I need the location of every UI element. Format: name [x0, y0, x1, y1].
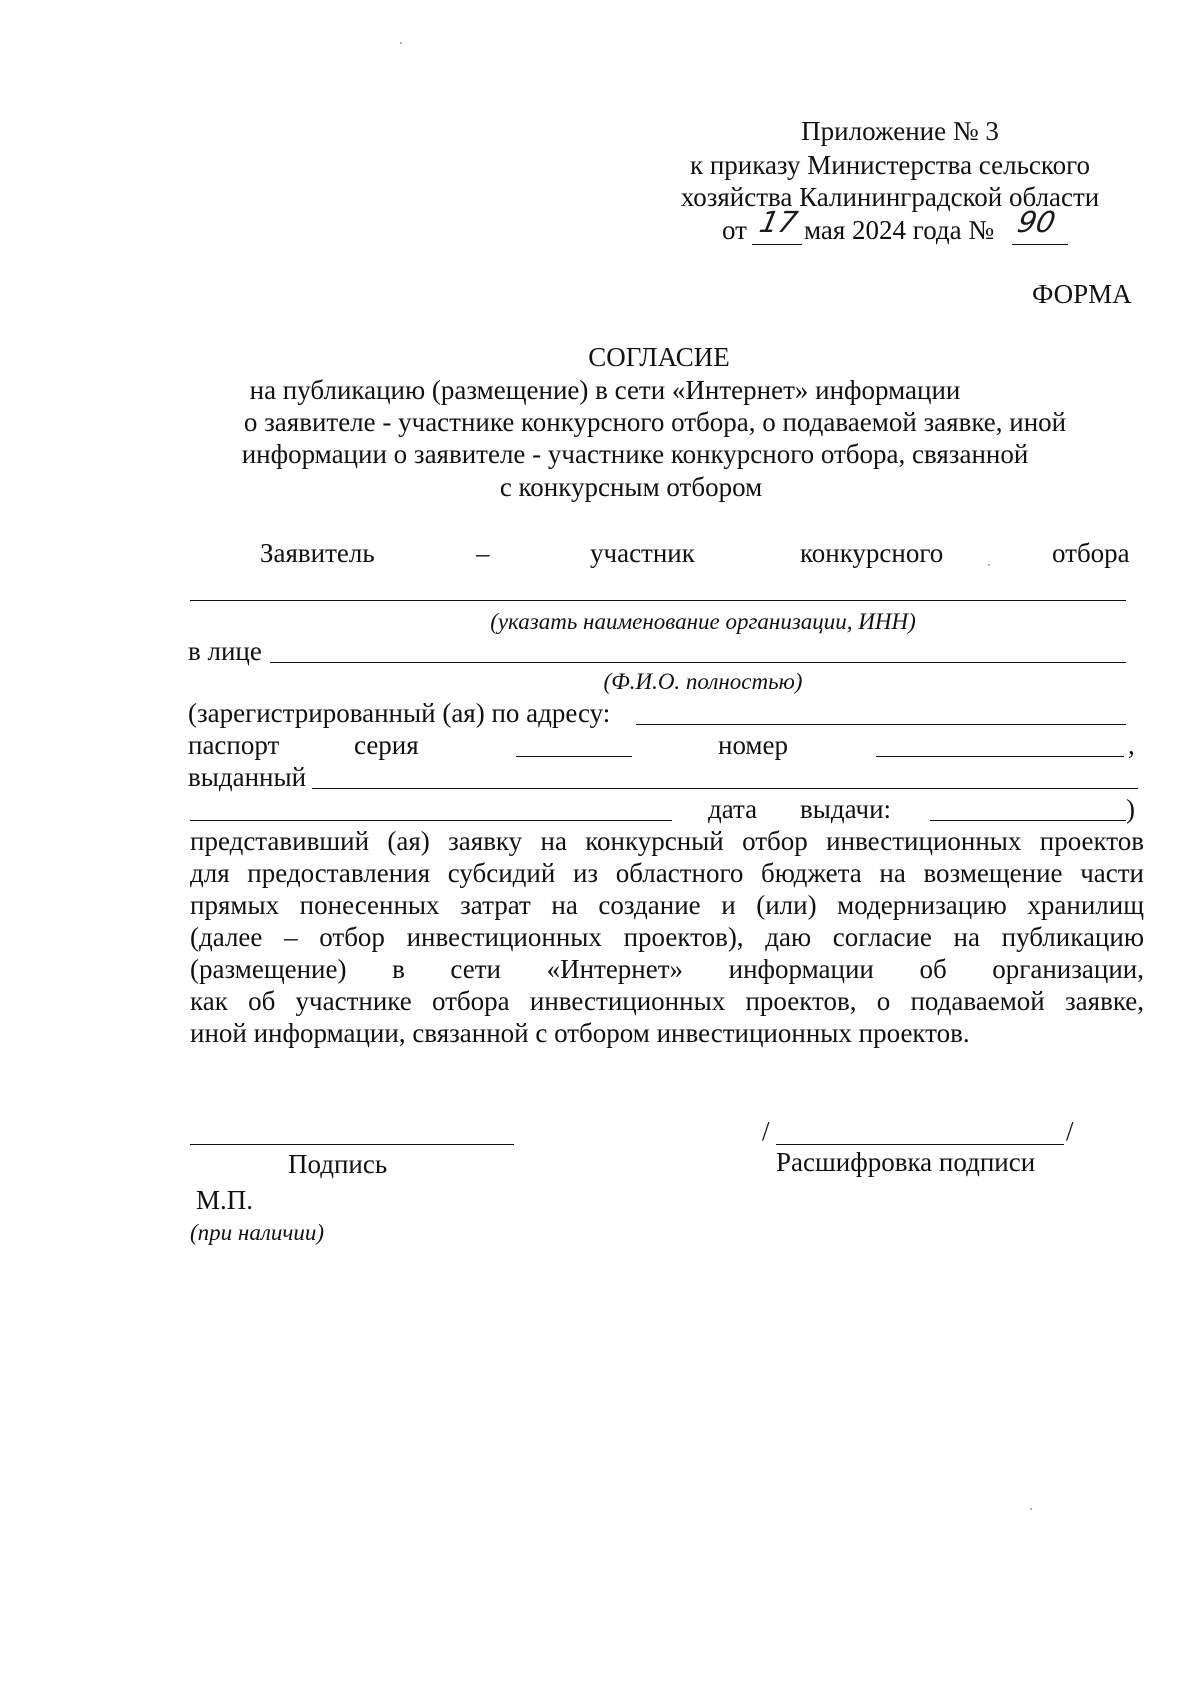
- date-day-handwritten: 17: [756, 205, 801, 239]
- body-line-3: прямых понесенных затрат на создание и (или) модернизацию хранилищ: [190, 890, 1144, 920]
- decoding-label: Расшифровка подписи: [776, 1147, 1036, 1177]
- signature-decoding-field-line[interactable]: [776, 1144, 1064, 1145]
- stamp-note: (при наличии): [190, 1220, 324, 1245]
- applicant-word-1: Заявитель: [260, 538, 375, 568]
- person-label: в лице: [188, 636, 262, 666]
- org-name-hint: (указать наименование организации, ИНН): [490, 609, 916, 634]
- date-day-underline: [752, 244, 802, 245]
- body-line-1: представивший (ая) заявку на конкурсный отбор инвестиционных проектов: [190, 826, 1144, 856]
- issued-by-field-line-2[interactable]: [190, 820, 672, 821]
- applicant-word-3: конкурсного: [800, 538, 944, 568]
- title-line-3: информации о заявителе - участнике конкурсного отбора, связанной: [241, 439, 1029, 469]
- org-name-field-line[interactable]: [190, 600, 1126, 601]
- body-line-6: как об участнике отбора инвестиционных проектов, о подаваемой заявке,: [190, 986, 1144, 1016]
- passport-series-field-line[interactable]: [516, 756, 632, 757]
- document-title: СОГЛАСИЕ: [588, 342, 730, 372]
- signature-label: Подпись: [288, 1149, 388, 1179]
- title-line-2: о заявителе - участнике конкурсного отбора, о подаваемой заявке, иной: [243, 407, 1067, 437]
- decoding-slash-left: /: [762, 1116, 770, 1146]
- scan-speck: [400, 42, 402, 44]
- series-label: серия: [354, 730, 419, 760]
- decoding-slash-right: /: [1066, 1116, 1074, 1146]
- applicant-dash: –: [476, 538, 490, 568]
- body-line-4: (далее – отбор инвестиционных проектов), даю согласие на публикацию: [190, 922, 1144, 952]
- applicant-word-2: участник: [590, 538, 695, 568]
- scan-speck: [1030, 1508, 1032, 1510]
- date-prefix: от: [722, 215, 747, 245]
- issue-date-field-line[interactable]: [930, 820, 1126, 821]
- scan-speck: [988, 564, 990, 566]
- issued-by-field-line[interactable]: [312, 788, 1138, 789]
- passport-label: паспорт: [188, 730, 280, 760]
- stamp-label: М.П.: [196, 1185, 254, 1215]
- fio-field-line[interactable]: [270, 662, 1126, 663]
- issued-label: выданный: [188, 762, 307, 792]
- address-field-line[interactable]: [636, 724, 1126, 725]
- title-line-4: с конкурсным отбором: [499, 472, 763, 502]
- issue-date-close-paren: ): [1126, 794, 1135, 824]
- title-line-1: на публикацию (размещение) в сети «Интернет» информации: [249, 375, 961, 405]
- appendix-number: Приложение № 3: [801, 116, 999, 146]
- body-line-5: (размещение) в сети «Интернет» информации об организации,: [190, 954, 1144, 984]
- passport-number-field-line[interactable]: [876, 756, 1124, 757]
- date-label: дата: [708, 794, 758, 824]
- passport-comma: ,: [1128, 730, 1135, 760]
- date-middle: мая 2024 года №: [804, 215, 995, 245]
- form-label: ФОРМА: [1032, 279, 1132, 309]
- issue-label: выдачи:: [800, 794, 892, 824]
- body-line-2: для предоставления субсидий из областного бюджета на возмещение части: [190, 858, 1144, 888]
- number-label: номер: [718, 730, 789, 760]
- signature-field-line[interactable]: [190, 1144, 514, 1145]
- applicant-word-4: отбора: [1052, 538, 1130, 568]
- order-number-handwritten: 90: [1014, 205, 1059, 239]
- appendix-ministry-line: хозяйства Калининградской области: [680, 182, 1100, 212]
- order-number-underline: [1012, 244, 1068, 245]
- body-line-7: иной информации, связанной с отбором инвестиционных проектов.: [190, 1018, 970, 1048]
- appendix-order-line: к приказу Министерства сельского: [689, 150, 1091, 180]
- fio-hint: (Ф.И.О. полностью): [603, 669, 803, 694]
- address-label: (зарегистрированный (ая) по адресу:: [188, 698, 611, 728]
